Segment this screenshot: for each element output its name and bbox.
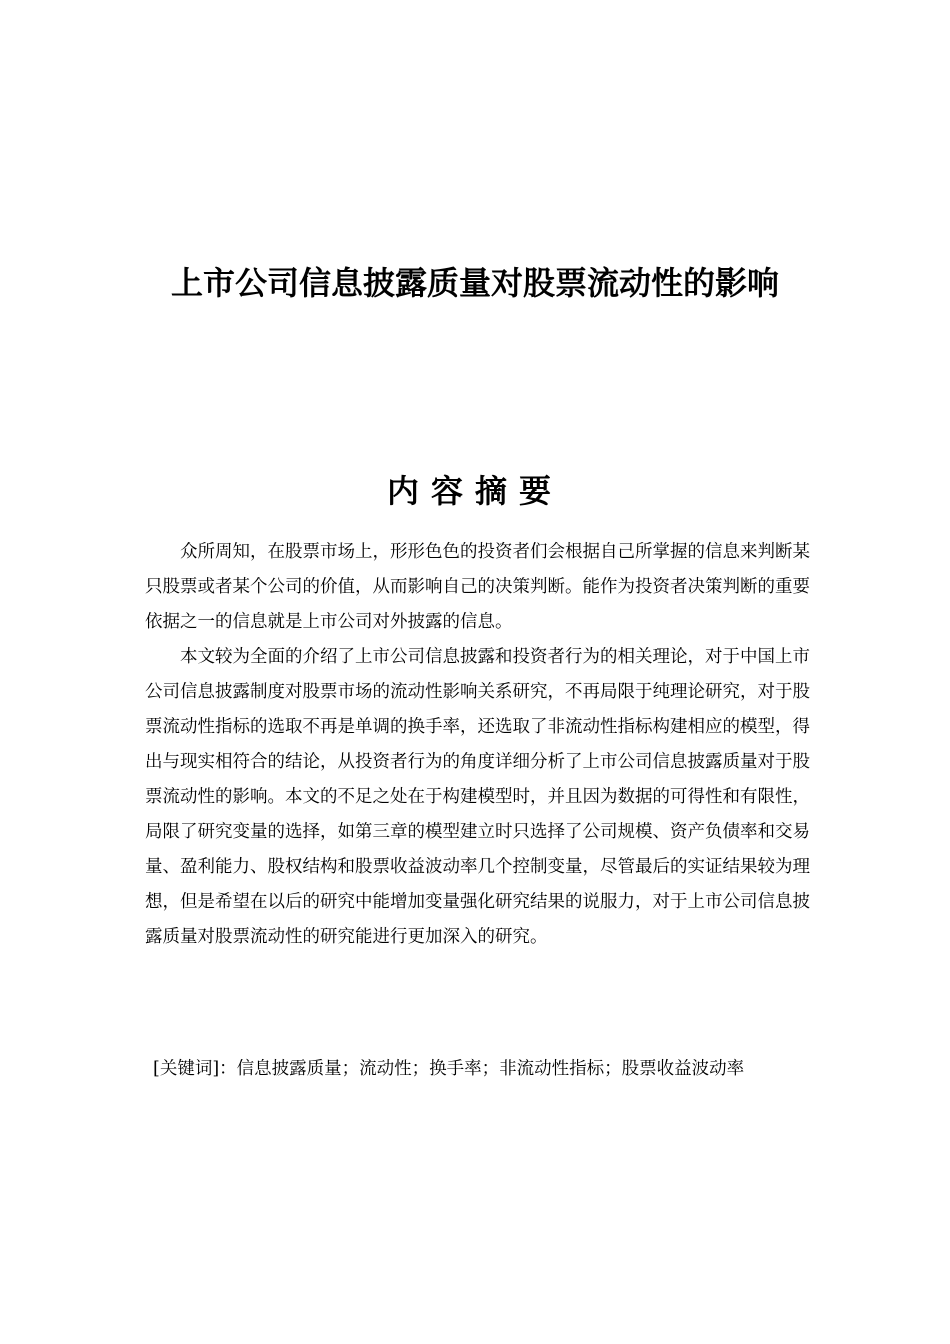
keywords-line: [关键词]：信息披露质量；流动性；换手率；非流动性指标；股票收益波动率 <box>153 1059 745 1079</box>
abstract-paragraph-2: 本文较为全面的介绍了上市公司信息披露和投资者行为的相关理论，对于中国上市公司信息披露制度对股票市场的流动性影响关系研究，不再局限于纯理论研究，对于股票流动性指标的选取不再是单调的换手率，还选取了非流动性指标构建相应的模型，得出与现实相符合的结论，从投资者行为的角度详细分析了上市公司信息披露质量对于股票流动性的影响。本文的不足之处在于构建模型时，并且因为数据的可得性和有限性，局限了研究变量的选择，如第三章的模型建立时只选择了公司规模、资产负债率和交易量、盈利能力、股权结构和股票收益波动率几个控制变量，尽管最后的实证结果较为理想，但是希望在以后的研究中能增加变量强化研究结果的说服力，对于上市公司信息披露质量对股票流动性的研究能进行更加深入的研究。 <box>145 647 810 947</box>
abstract-heading: 内容摘要 <box>386 472 563 510</box>
abstract-body <box>145 535 810 955</box>
abstract-paragraph-1: 众所周知，在股票市场上，形形色色的投资者们会根据自己所掌握的信息来判断某只股票或者某个公司的价值，从而影响自己的决策判断。能作为投资者决策判断的重要依据之一的信息就是上市公司对外披露的信息。 <box>145 542 810 632</box>
document-title: 上市公司信息披露质量对股票流动性的影响 <box>170 264 779 302</box>
